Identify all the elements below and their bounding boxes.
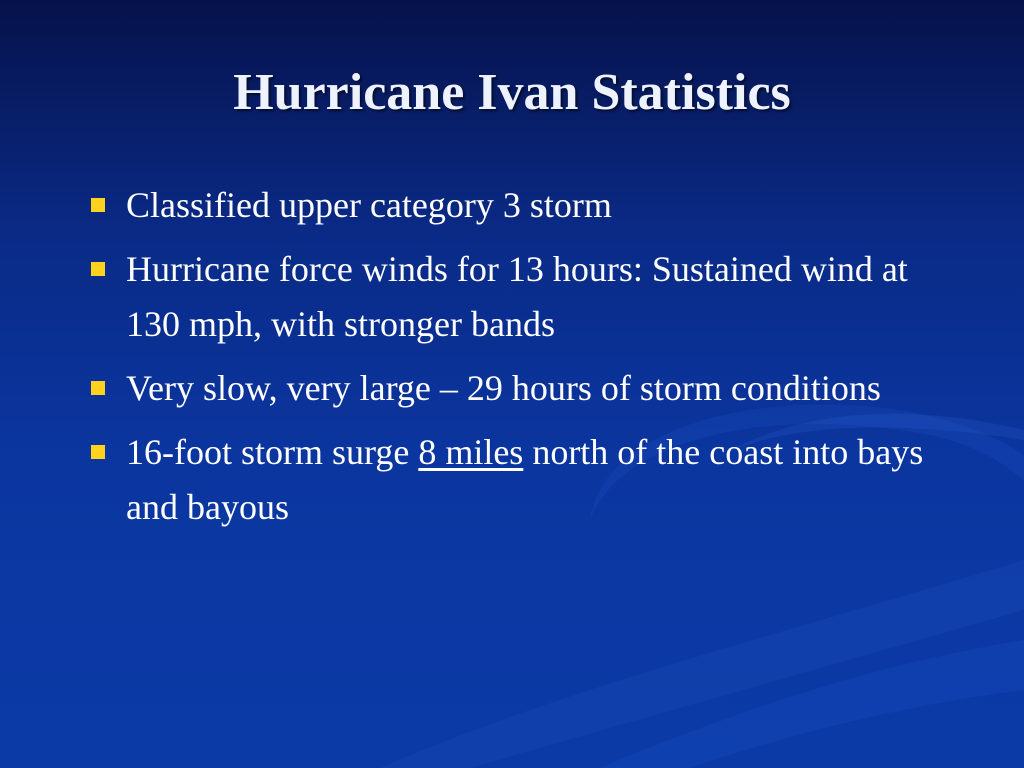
bullet-list <box>88 178 968 544</box>
bullet-item <box>88 361 968 416</box>
bullet-text-before: 16-foot storm surge <box>126 432 419 472</box>
bullet-item <box>88 425 968 535</box>
square-bullet-icon <box>91 445 105 459</box>
square-bullet-icon <box>91 262 105 276</box>
bullet-text: Classified upper category 3 storm <box>126 185 612 225</box>
bullet-item <box>88 178 968 233</box>
bullet-item <box>88 242 968 352</box>
bullet-underlined-text: 8 miles <box>418 432 524 472</box>
slide-title: Hurricane Ivan Statistics <box>233 64 791 121</box>
bullet-text: Hurricane force winds for 13 hours: Sustained wind at 130 mph, with stronger bands <box>126 249 908 344</box>
square-bullet-icon <box>91 381 105 395</box>
bullet-text-after: north of the coast into bays and bayous <box>126 432 924 527</box>
bullet-text: Very slow, very large – 29 hours of storm conditions <box>126 368 881 408</box>
square-bullet-icon <box>91 198 105 212</box>
